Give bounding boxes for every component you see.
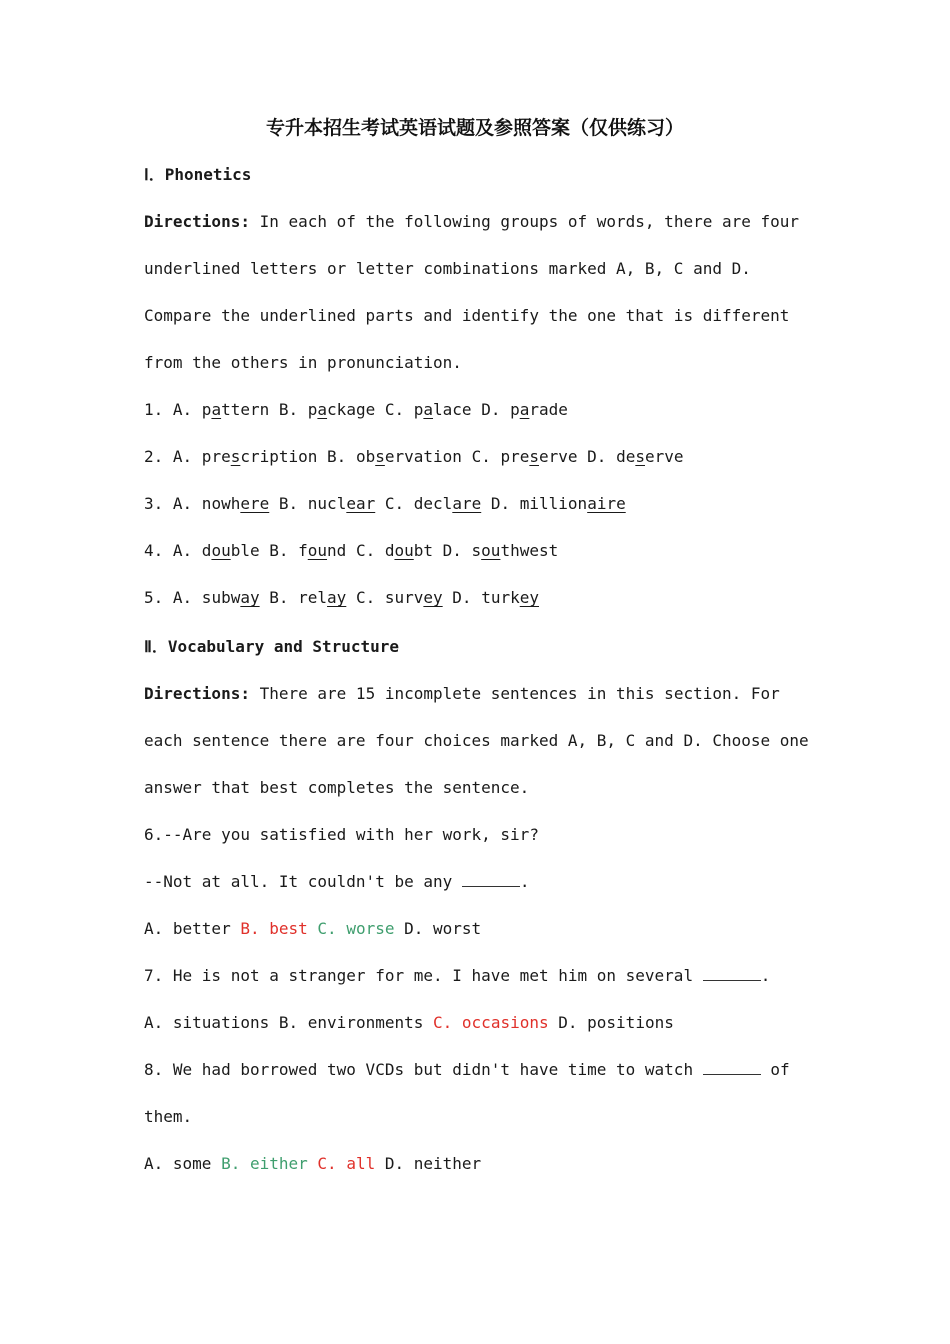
underlined-letters: ey: [519, 588, 539, 607]
option-word: C. palace: [384, 400, 482, 419]
option-word: A. nowhere: [172, 494, 270, 513]
option-word: D. deserve: [587, 447, 684, 466]
underlined-letters: ou: [211, 541, 231, 560]
question-8-prompt-cont: them.: [144, 1107, 193, 1126]
phonetics-question-3: [144, 494, 626, 514]
answer-option: C. occasions: [433, 1013, 549, 1032]
section2-directions-line: answer that best completes the sentence.: [144, 778, 530, 797]
underlined-letters: s: [230, 447, 241, 466]
directions-text: In each of the following groups of words, there are four: [249, 212, 800, 231]
option-word: C. survey: [355, 588, 443, 607]
underlined-letters: ere: [240, 494, 270, 513]
option-word: A. prescription: [172, 447, 328, 466]
option-word: A. pattern: [172, 400, 279, 419]
underlined-letters: a: [317, 400, 328, 419]
answer-option: B. either: [221, 1154, 308, 1173]
question-text: 8. We had borrowed two VCDs but didn't have time to watch: [144, 1060, 703, 1079]
underlined-letters: ou: [307, 541, 328, 560]
directions-label: Directions:: [144, 212, 250, 231]
underlined-letters: aire: [587, 494, 626, 513]
phonetics-question-2: [144, 447, 684, 467]
question-8-prompt: [144, 1060, 790, 1080]
question-number: 2.: [144, 447, 173, 466]
answer-blank: [462, 872, 520, 887]
section1-directions-line: underlined letters or letter combinations marked A, B, C and D.: [144, 259, 751, 278]
question-number: 3.: [144, 494, 173, 513]
question-7-options: [144, 1013, 674, 1033]
question-6-response: [144, 872, 530, 892]
option-word: D. turkey: [452, 588, 539, 607]
directions-text: There are 15 incomplete sentences in this section. For: [249, 684, 780, 703]
option-word: B. package: [278, 400, 385, 419]
underlined-letters: ou: [481, 541, 501, 560]
question-number: 4.: [144, 541, 173, 560]
page-title: 专升本招生考试英语试题及参照答案（仅供练习）: [265, 117, 684, 139]
answer-blank: [703, 1060, 761, 1075]
directions-label: Directions:: [144, 684, 250, 703]
option-word: B. observation: [327, 447, 472, 466]
option-word: C. doubt: [355, 541, 443, 560]
answer-option: A. some: [144, 1154, 212, 1173]
option-word: D. southwest: [442, 541, 559, 560]
answer-option: D. worst: [404, 919, 482, 938]
underlined-letters: a: [519, 400, 530, 419]
answer-blank: [703, 966, 761, 981]
answer-option: C. worse: [317, 919, 395, 938]
underlined-letters: s: [375, 447, 385, 466]
underlined-letters: ay: [327, 588, 347, 607]
underlined-letters: ou: [394, 541, 414, 560]
phonetics-question-1: [144, 400, 568, 420]
section2-heading: Ⅱ．Vocabulary and Structure: [144, 637, 400, 656]
option-word: C. declare: [384, 494, 482, 513]
option-word: A. subway: [172, 588, 260, 607]
answer-option: D. neither: [384, 1154, 482, 1173]
underlined-letters: are: [452, 494, 482, 513]
phonetics-question-5: [144, 588, 539, 608]
underlined-letters: ear: [346, 494, 376, 513]
section1-directions-line: [144, 212, 799, 232]
question-7-prompt: [144, 966, 770, 986]
underlined-letters: a: [211, 400, 222, 419]
underlined-letters: s: [529, 447, 539, 466]
section2-directions-line: each sentence there are four choices marked A, B, C and D. Choose one: [144, 731, 809, 750]
answer-option: B. best: [240, 919, 308, 938]
option-word: B. nuclear: [278, 494, 376, 513]
phonetics-question-4: [144, 541, 558, 561]
question-text: 7. He is not a stranger for me. I have met him on several: [144, 966, 703, 985]
answer-option: B. environments: [278, 1013, 424, 1032]
question-number: 1.: [144, 400, 173, 419]
question-text: .: [760, 966, 771, 985]
question-6-options: [144, 919, 481, 939]
question-text: --Not at all. It couldn't be any: [144, 872, 462, 891]
question-text: of: [760, 1060, 790, 1079]
option-word: D. millionaire: [490, 494, 626, 513]
section2-directions-line: [144, 684, 780, 704]
underlined-letters: ay: [240, 588, 260, 607]
answer-option: D. positions: [558, 1013, 674, 1032]
option-word: B. found: [269, 541, 356, 560]
question-8-options: [144, 1154, 481, 1174]
question-text: .: [519, 872, 530, 891]
answer-option: A. situations: [144, 1013, 270, 1032]
section1-directions-line: Compare the underlined parts and identify the one that is different: [144, 306, 790, 325]
underlined-letters: s: [635, 447, 645, 466]
underlined-letters: a: [423, 400, 434, 419]
option-word: B. relay: [269, 588, 347, 607]
section1-directions-line: from the others in pronunciation.: [144, 353, 462, 372]
underlined-letters: ey: [423, 588, 443, 607]
answer-option: C. all: [317, 1154, 376, 1173]
option-word: A. double: [172, 541, 270, 560]
section1-heading: Ⅰ．Phonetics: [144, 165, 252, 184]
option-word: D. parade: [481, 400, 568, 419]
question-number: 5.: [144, 588, 173, 607]
answer-option: A. better: [144, 919, 231, 938]
option-word: C. preserve: [471, 447, 588, 466]
question-6-prompt: 6.--Are you satisfied with her work, sir?: [144, 825, 539, 844]
